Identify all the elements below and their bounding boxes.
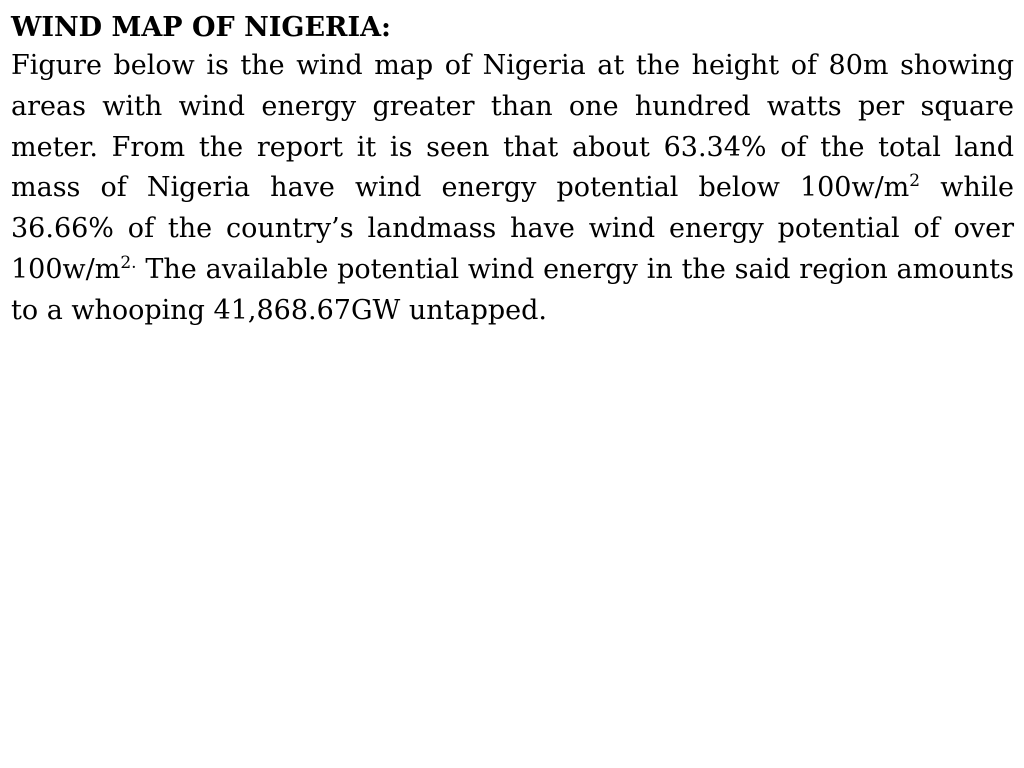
paragraph-text-3: The available potential wind energy in the said region amounts to a whooping 41,868.67GW untapped. bbox=[11, 253, 1014, 326]
page-title: WIND MAP OF NIGERIA: bbox=[11, 12, 392, 43]
paragraph-text-1: Figure below is the wind map of Nigeria at the height of 80m showing areas with wind energy greater than one hundred watts per square meter. From the report it is seen that about 63.34% of the total land mass of Nigeria have wind energy potential below 100w/m bbox=[11, 50, 1014, 204]
text-block bbox=[11, 10, 1014, 332]
body-paragraph bbox=[11, 46, 1014, 332]
superscript-2-period: 2. bbox=[120, 252, 137, 273]
superscript-2: 2 bbox=[909, 171, 921, 192]
paragraph-text-2: while 36.66% of the country’s landmass have wind energy potential of over 100w/m bbox=[11, 172, 1014, 285]
